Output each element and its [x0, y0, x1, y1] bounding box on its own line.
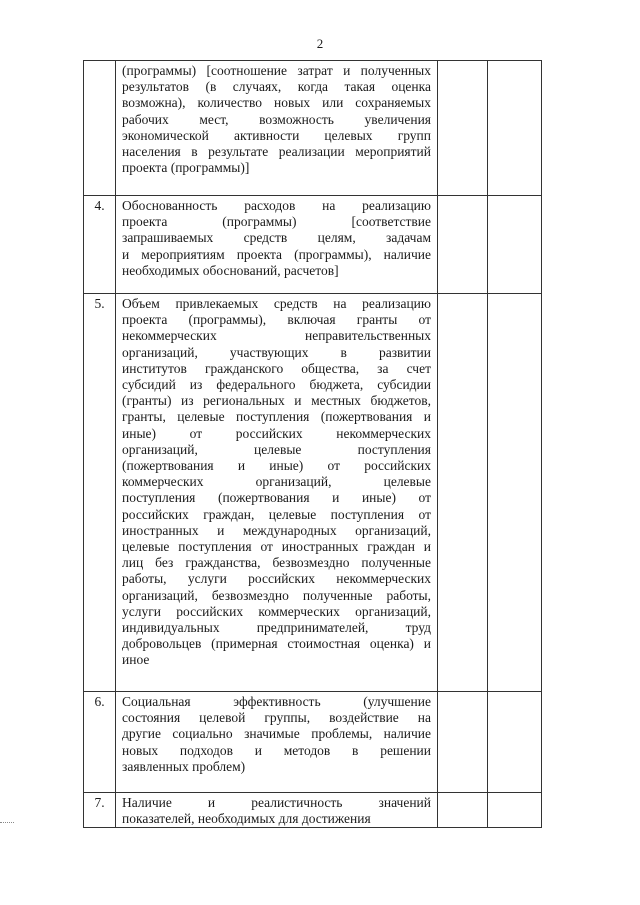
text-line: результатов (в случаях, когда такая оценка: [122, 79, 431, 95]
text-line: заявленных проблем): [122, 758, 246, 774]
text-line: поступления (пожертвования и иные) от: [122, 490, 431, 506]
text-line: возможна), количество новых или сохраняемых: [122, 95, 431, 111]
text-line: (программы) [соотношение затрат и полученных: [122, 63, 431, 78]
text-line: Социальная эффективность (улучшение: [122, 694, 431, 709]
text-line: необходимых обоснований, расчетов]: [122, 262, 339, 278]
text-line: населения в результате реализации мероприятий: [122, 144, 431, 160]
text-line: российских граждан, целевые поступления от: [122, 506, 431, 522]
row-number: 5.: [84, 294, 116, 692]
text-line: некоммерческих неправительственных: [122, 328, 431, 344]
table-row: [84, 692, 542, 793]
text-line: добровольцев (примерная стоимостная оценка) и: [122, 636, 431, 652]
score-cell: [438, 196, 488, 294]
page-number: 2: [316, 36, 324, 51]
comment-cell: [488, 793, 542, 828]
text-line: гранты, целевые поступления (пожертвования и: [122, 409, 431, 425]
criterion-text: [116, 793, 437, 827]
criterion-text: [116, 692, 437, 775]
criterion-text-cell: [116, 793, 438, 828]
row-number: [84, 61, 116, 196]
text-line: целевые поступления от иностранных граждан и: [122, 539, 431, 555]
score-cell: [438, 294, 488, 692]
comment-cell: [488, 61, 542, 196]
text-line: институтов гражданского общества, за счет: [122, 360, 431, 376]
text-line: (гранты) из региональных и местных бюджетов,: [122, 393, 431, 409]
table-row: [84, 196, 542, 294]
text-line: показателей, необходимых для достижения: [122, 811, 371, 827]
comment-cell: [488, 196, 542, 294]
row-number: 6.: [84, 692, 116, 793]
score-cell: [438, 793, 488, 828]
comment-cell: [488, 692, 542, 793]
evaluation-criteria-table: [83, 60, 542, 828]
text-line: иные) от российских некоммерческих: [122, 425, 431, 441]
text-line: и мероприятиям проекта (программы), наличие: [122, 246, 431, 262]
text-line: субсидий из федерального бюджета, субсидии: [122, 377, 431, 393]
text-line: другие социально значимые проблемы, наличие: [122, 726, 431, 742]
table-row: [84, 61, 542, 196]
criterion-text-cell: [116, 196, 438, 294]
text-line: лиц без гражданства, безвозмездно полученные: [122, 555, 431, 571]
text-line: организаций, целевые поступления: [122, 441, 431, 457]
text-line: проекта (программы), включая гранты от: [122, 312, 431, 328]
table-row: [84, 294, 542, 692]
criterion-text-cell: [116, 294, 438, 692]
text-line: проекта (программы) [соответствие: [122, 214, 431, 230]
text-line: рабочих мест, возможность увеличения: [122, 111, 431, 127]
row-number: 4.: [84, 196, 116, 294]
text-line: услуги российских коммерческих организаций,: [122, 603, 431, 619]
score-cell: [438, 692, 488, 793]
text-line: работы, услуги российских некоммерческих: [122, 571, 431, 587]
text-line: запрашиваемых средств целям, задачам: [122, 230, 431, 246]
text-line: организаций, участвующих в развитии: [122, 344, 431, 360]
table-row: [84, 793, 542, 828]
comment-cell: [488, 294, 542, 692]
text-line: новых подходов и методов в решении: [122, 742, 431, 758]
text-line: проекта (программы)]: [122, 160, 250, 176]
criterion-text: [116, 61, 437, 195]
text-line: иностранных и международных организаций,: [122, 522, 431, 538]
text-line: Наличие и реалистичность значений: [122, 795, 431, 810]
text-line: организаций, безвозмездно полученные работы,: [122, 587, 431, 603]
text-line: Обоснованность расходов на реализацию: [122, 198, 431, 213]
text-line: Объем привлекаемых средств на реализацию: [122, 296, 431, 311]
text-line: экономической активности целевых групп: [122, 127, 431, 143]
row-number: 7.: [84, 793, 116, 828]
criterion-text: [116, 196, 437, 279]
score-cell: [438, 61, 488, 196]
criterion-text: [116, 294, 437, 669]
scan-edge-mark: [0, 822, 14, 824]
text-line: иное: [122, 652, 150, 668]
criterion-text-cell: [116, 61, 438, 196]
text-line: состояния целевой группы, воздействие на: [122, 710, 431, 726]
criterion-text-cell: [116, 692, 438, 793]
text-line: коммерческих организаций, целевые: [122, 474, 431, 490]
text-line: индивидуальных предпринимателей, труд: [122, 620, 431, 636]
text-line: (пожертвования и иные) от российских: [122, 458, 431, 474]
